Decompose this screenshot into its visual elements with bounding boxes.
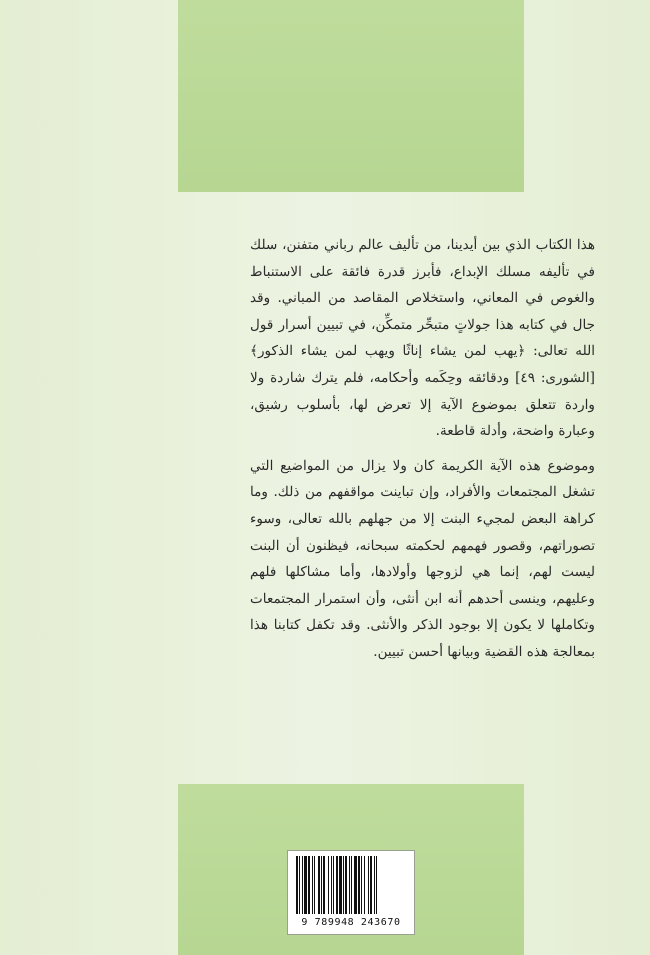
barcode-bar (368, 856, 369, 914)
barcode-bar (358, 856, 360, 914)
barcode-bar (308, 856, 310, 914)
barcode-bar (328, 856, 329, 914)
barcode-bar (349, 856, 350, 914)
barcode-bar (304, 856, 307, 914)
barcode-bar (374, 856, 375, 914)
barcode-bar (314, 856, 315, 914)
barcode-bar (343, 856, 344, 914)
back-cover-blurb (250, 232, 595, 666)
top-green-band (178, 0, 524, 192)
barcode-bar (345, 856, 347, 914)
barcode-bar (333, 856, 334, 914)
barcode-bar (336, 856, 338, 914)
barcode-bar (323, 856, 325, 914)
barcode-bar (354, 856, 357, 914)
barcode-bar (364, 856, 365, 914)
blurb-paragraph-1: هذا الكتاب الذي بين أيدينا، من تأليف عالم رباني متفنن، سلك في تأليفه مسلك الإبداع، فأبرز قدرة فائقة على الاستنباط والغوص في المعاني، واستخلاص المقاصد من المباني. وقد جال في كتابه هذا جولاتٍ متبحِّر متمكِّن، في تبيين أسرار قول الله تعالى: ﴿يهب لمن يشاء إناثًا ويهب لمن يشاء الذكور﴾ [الشورى: ٤٩] ودقائقه وحِكَمه وأحكامه، فلم يترك شاردة ولا واردة تتعلق بموضوع الآية إلا تعرض لها، بأسلوب رشيق، وعبارة واضحة، وأدلة قاطعة. (250, 237, 595, 440)
isbn-barcode (287, 850, 415, 935)
barcode-bar (351, 856, 352, 914)
barcode-bar (376, 856, 377, 914)
barcode-bar (331, 856, 332, 914)
barcode-bars (292, 856, 410, 914)
blurb-paragraph-2: وموضوع هذه الآية الكريمة كان ولا يزال من المواضيع التي تشغل المجتمعات والأفراد، وإن تباينت مواقفهم من ذلك. وما كراهة البعض لمجيء البنت إلا من جهلهم بالله تعالى، وسوء تصوراتهم، وقصور فهمهم لحكمته سبحانه، فيظنون أن البنت ليست لهم، إنما هي لزوجها وأولادها، وأما مشاكلها فلهم وعليهم، وينسى أحدهم أنه ابن أنثى، وأن استمرار المجتمعات وتكاملها لا يكون إلا بوجود الذكر والأنثى. وقد تكفل كتابنا هذا بمعالجة هذه القضية وبيانها أحسن تبيين. (250, 457, 595, 660)
barcode-bar (318, 856, 320, 914)
barcode-number: 9 789948 243670 (301, 917, 401, 928)
barcode-bar (339, 856, 342, 914)
barcode-bar (370, 856, 372, 914)
barcode-bar (361, 856, 362, 914)
barcode-bar (321, 856, 322, 914)
barcode-bar (296, 856, 298, 914)
barcode-bar (312, 856, 313, 914)
barcode-bar (299, 856, 300, 914)
barcode-bar (302, 856, 303, 914)
